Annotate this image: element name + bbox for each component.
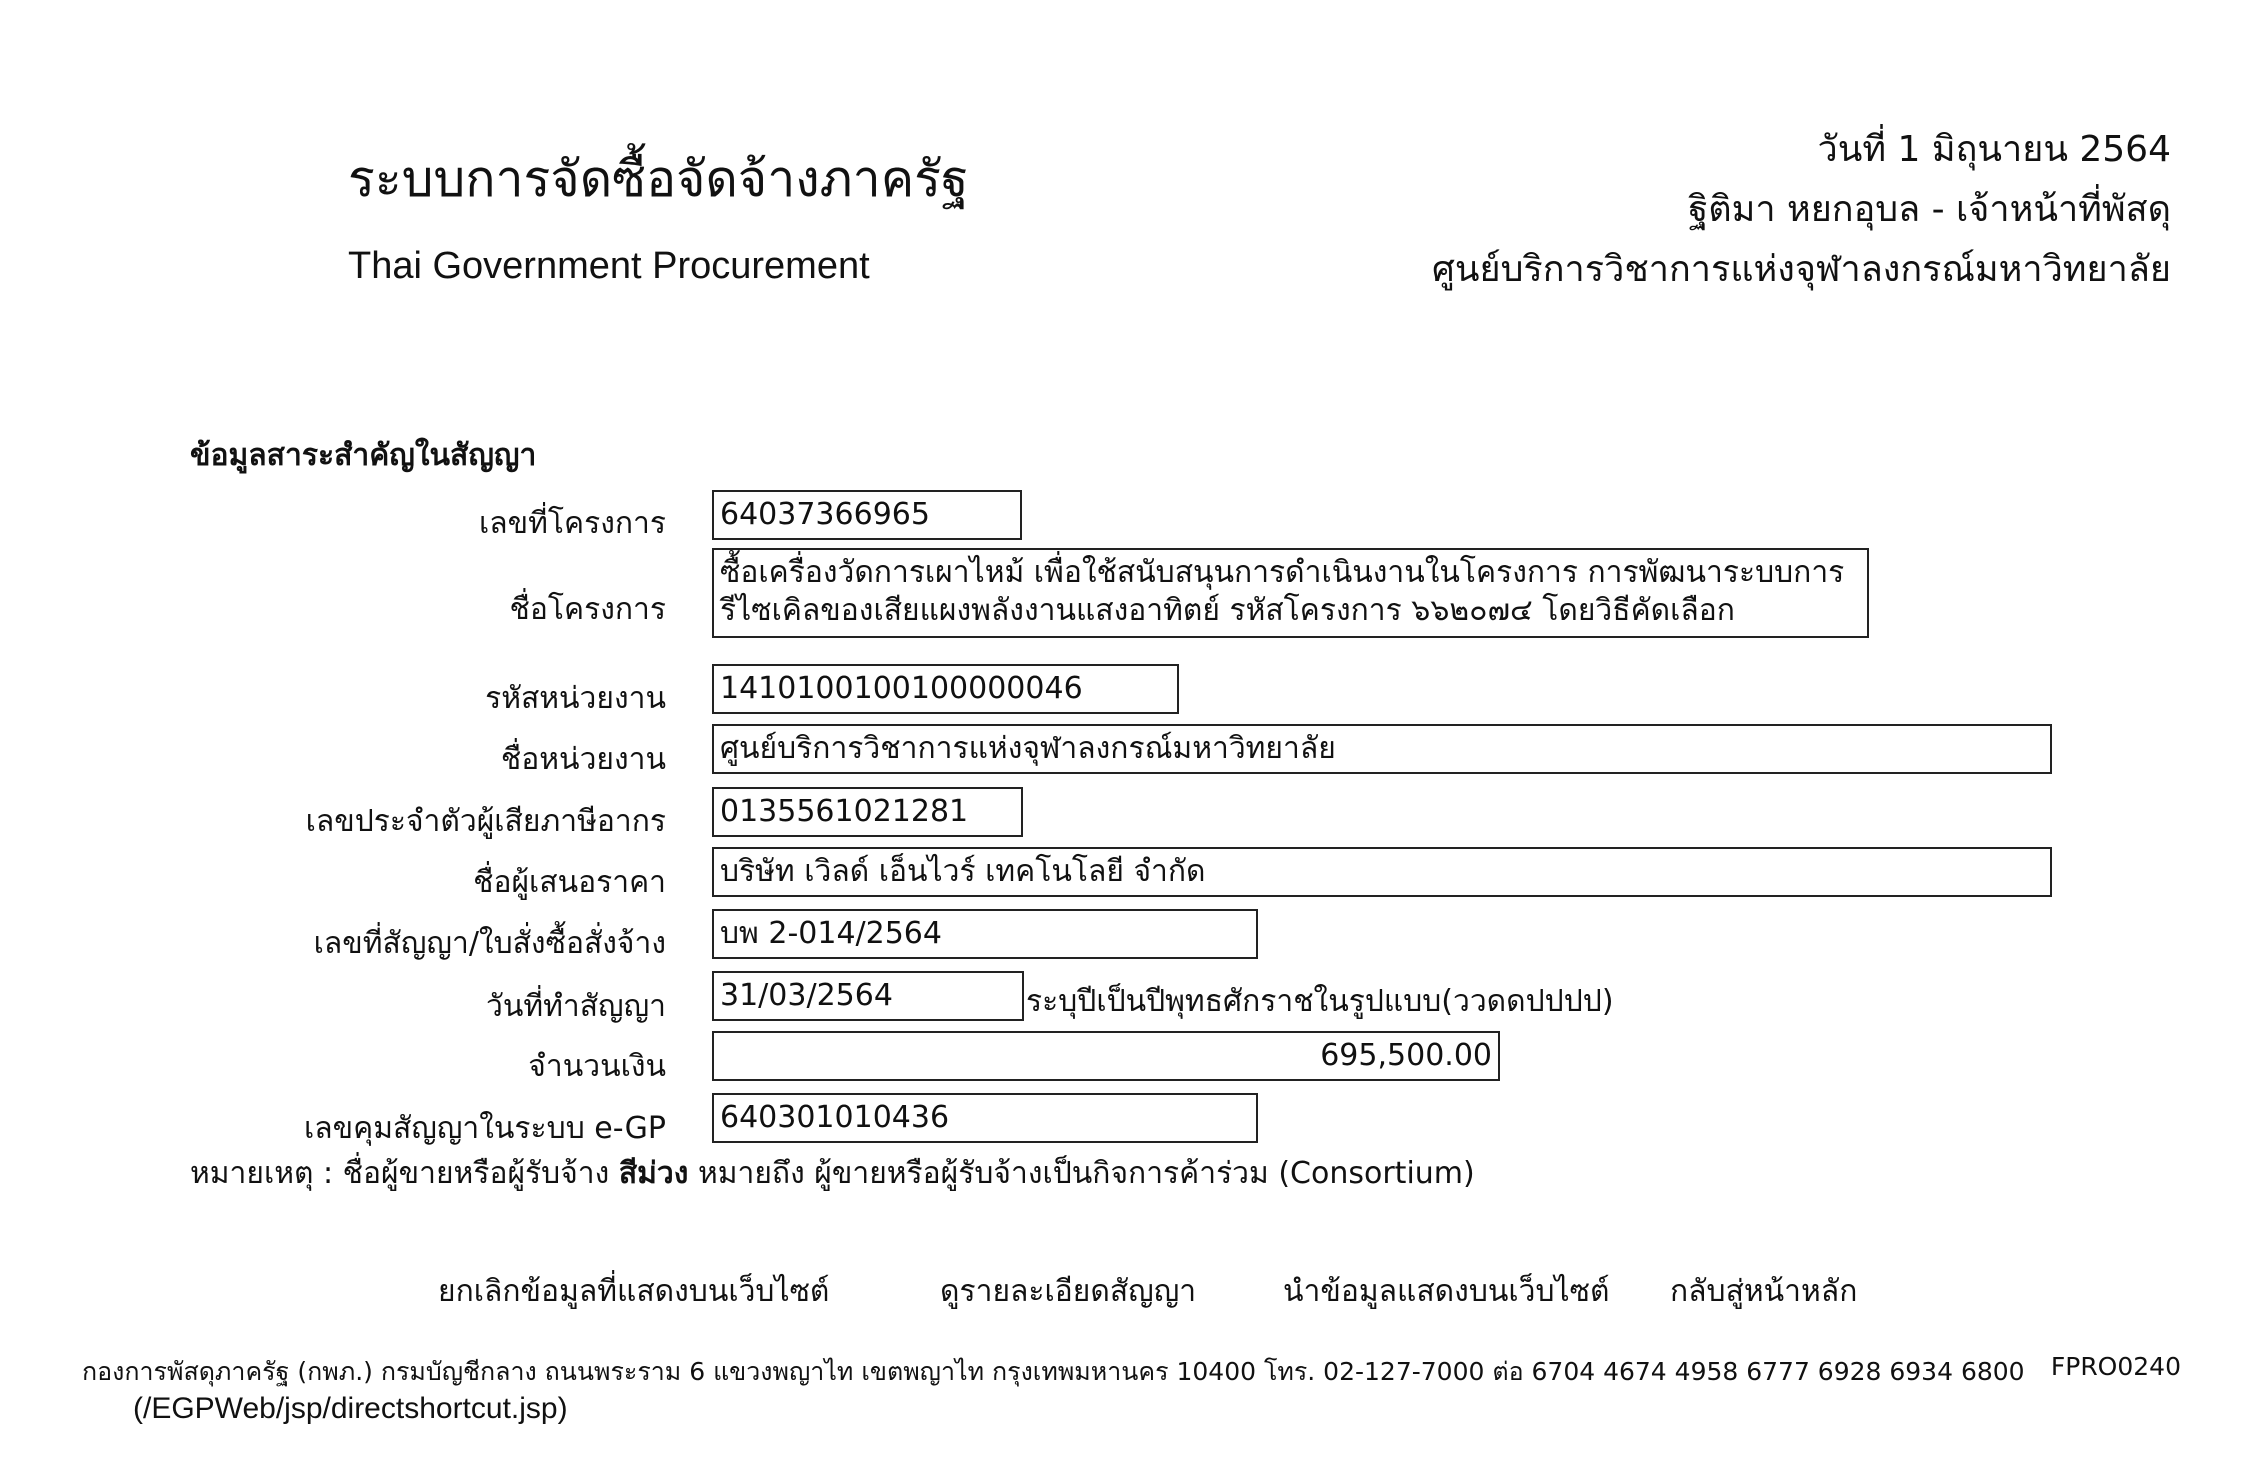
contract-date-hint: ระบุปีเป็นปีพุทธศักราชในรูปแบบ(ววดดปปปป): [1026, 984, 1614, 1019]
project-name-field[interactable]: [712, 548, 1869, 638]
back-home-link[interactable]: กลับสู่หน้าหลัก: [1670, 1274, 1858, 1309]
contract-no-value: บพ 2-014/2564: [720, 916, 942, 951]
tax-id-value: 0135561021281: [720, 794, 969, 829]
page-path: (/EGPWeb/jsp/directshortcut.jsp): [133, 1392, 568, 1425]
section-title: ข้อมูลสาระสำคัญในสัญญา: [190, 438, 537, 473]
form-code: FPRO0240: [2050, 1352, 2181, 1381]
agency-code-field[interactable]: [712, 664, 1179, 714]
contract-no-field[interactable]: [712, 909, 1258, 959]
egp-control-no-field[interactable]: [712, 1093, 1258, 1143]
project-no-value: 64037366965: [720, 497, 930, 532]
publish-link[interactable]: นำข้อมูลแสดงบนเว็บไซต์: [1283, 1274, 1610, 1309]
tax-id-field[interactable]: [712, 787, 1023, 837]
officer-name: ฐิติมา หยกอุบล - เจ้าหน้าที่พัสดุ: [1688, 189, 2171, 230]
agency-name-field[interactable]: [712, 724, 2052, 774]
amount-label: จำนวนเงิน: [528, 1049, 666, 1084]
project-name-line1: ซื้อเครื่องวัดการเผาไหม้ เพื่อใช้สนับสนุนการดำเนินงานในโครงการ การพัฒนาระบบการ: [720, 555, 1845, 590]
contract-date-label: วันที่ทำสัญญา: [485, 989, 666, 1024]
cancel-display-link[interactable]: ยกเลิกข้อมูลที่แสดงบนเว็บไซต์: [438, 1274, 830, 1309]
contract-date-value: 31/03/2564: [720, 978, 893, 1013]
project-no-field[interactable]: [712, 490, 1022, 540]
egp-control-no-value: 640301010436: [720, 1100, 950, 1135]
bidder-name-value: บริษัท เวิลด์ เอ็นไวร์ เทคโนโลยี จำกัด: [720, 854, 1206, 889]
bidder-name-field[interactable]: [712, 847, 2052, 897]
project-name-label: ชื่อโครงการ: [509, 592, 666, 627]
footer-address: กองการพัสดุภาครัฐ (กพภ.) กรมบัญชีกลาง ถนนพระราม 6 แขวงพญาไท เขตพญาไท กรุงเทพมหานคร 10400 โทร. 02-127-7000 ต่อ 6704 4674 4958 6777 6928 6934 6800: [82, 1357, 2025, 1386]
contract-no-label: เลขที่สัญญา/ใบสั่งซื้อสั่งจ้าง: [313, 926, 666, 961]
print-date: วันที่ 1 มิถุนายน 2564: [1817, 129, 2171, 170]
organization-name: ศูนย์บริการวิชาการแห่งจุฬาลงกรณ์มหาวิทยาลัย: [1432, 249, 2171, 290]
agency-name-value: ศูนย์บริการวิชาการแห่งจุฬาลงกรณ์มหาวิทยาลัย: [720, 731, 1336, 766]
consortium-note: หมายเหตุ : ชื่อผู้ขายหรือผู้รับจ้าง สีม่วง หมายถึง ผู้ขายหรือผู้รับจ้างเป็นกิจการค้าร่วม (Consortium): [190, 1156, 1475, 1191]
agency-code-value: 1410100100100000046: [720, 671, 1083, 706]
egp-control-no-label: เลขคุมสัญญาในระบบ e-GP: [304, 1111, 666, 1146]
project-name-line2: รีไซเคิลของเสียแผงพลังงานแสงอาทิตย์ รหัสโครงการ ๖๖๒๐๗๔ โดยวิธีคัดเลือก: [720, 592, 1735, 628]
system-title-th: ระบบการจัดซื้อจัดจ้างภาครัฐ: [348, 150, 969, 208]
bidder-name-label: ชื่อผู้เสนอราคา: [473, 865, 666, 900]
system-title-en: Thai Government Procurement: [348, 245, 870, 287]
view-details-link[interactable]: ดูรายละเอียดสัญญา: [940, 1274, 1197, 1309]
agency-code-label: รหัสหน่วยงาน: [485, 681, 666, 716]
agency-name-label: ชื่อหน่วยงาน: [500, 742, 666, 777]
amount-value: 695,500.00: [1320, 1038, 1492, 1073]
tax-id-label: เลขประจำตัวผู้เสียภาษีอากร: [305, 804, 666, 839]
project-no-label: เลขที่โครงการ: [479, 506, 666, 541]
purple-color-term: สีม่วง: [618, 1156, 689, 1191]
contract-date-field[interactable]: [712, 971, 1024, 1021]
amount-field[interactable]: [712, 1031, 1500, 1081]
